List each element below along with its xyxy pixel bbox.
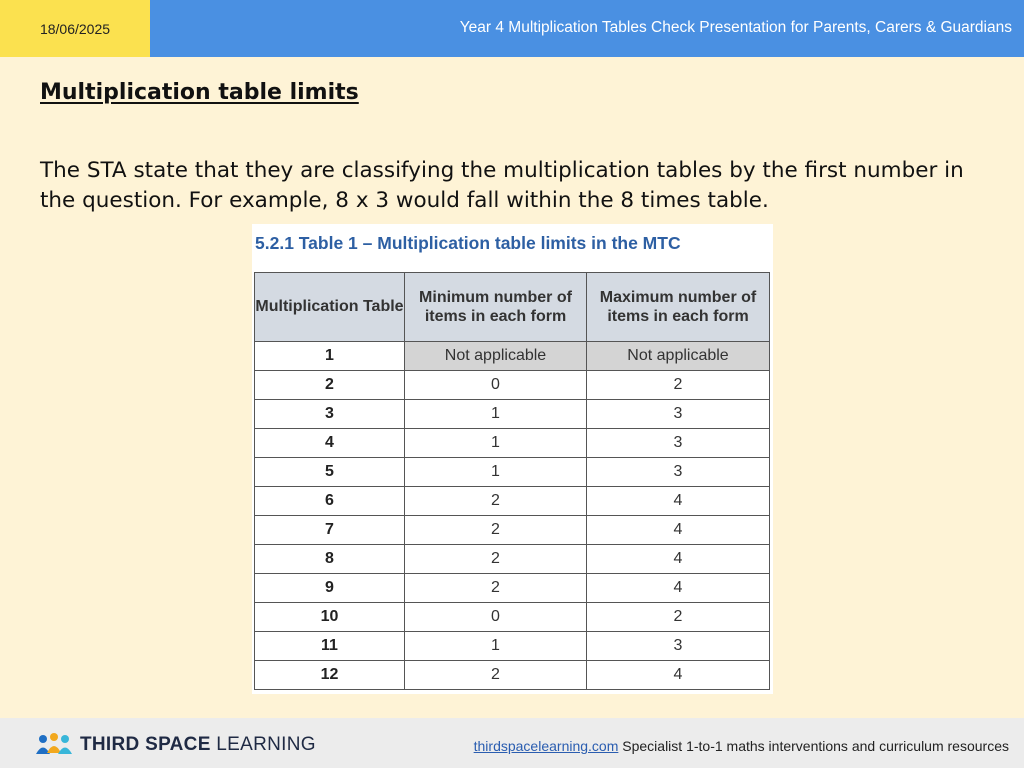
table-row [255, 342, 770, 371]
slide-heading: Multiplication table limits [40, 80, 359, 105]
table-cell-maximum: 4 [587, 574, 770, 603]
table-cell-maximum: 2 [587, 371, 770, 400]
table-cell-maximum: 3 [587, 632, 770, 661]
table-cell-minimum: 1 [405, 458, 587, 487]
table-cell-minimum: 1 [405, 400, 587, 429]
header-multiplication-table: Multiplication Table [255, 273, 405, 342]
table-cell-maximum: 4 [587, 545, 770, 574]
table-cell-maximum: 4 [587, 661, 770, 690]
third-space-learning-logo [34, 732, 316, 758]
table-row [255, 458, 770, 487]
people-logo-icon [34, 732, 74, 758]
table-cell-minimum: 2 [405, 574, 587, 603]
table-cell-table: 1 [255, 342, 405, 371]
table-row [255, 371, 770, 400]
table-row [255, 400, 770, 429]
slide-body-text: The STA state that they are classifying the multiplication tables by the first number in the question. For example, 8 x 3 would fall within the 8 times table. [40, 158, 964, 213]
table-cell-table: 12 [255, 661, 405, 690]
table-header-row [255, 273, 770, 342]
header-bar [0, 0, 1024, 57]
table-row [255, 487, 770, 516]
table-row [255, 545, 770, 574]
header-maximum-items: Maximum number of items in each form [587, 273, 770, 342]
header-minimum-items: Minimum number of items in each form [405, 273, 587, 342]
table-body [255, 342, 770, 690]
logo-text-bold: THIRD SPACE [80, 734, 211, 755]
table-cell-table: 11 [255, 632, 405, 661]
table-cell-table: 6 [255, 487, 405, 516]
table-row [255, 603, 770, 632]
footer-text [474, 738, 1009, 754]
table-cell-minimum: 2 [405, 661, 587, 690]
table-cell-minimum: Not applicable [405, 342, 587, 371]
table-cell-table: 3 [255, 400, 405, 429]
footer-tagline: Specialist 1-to-1 maths interventions and curriculum resources [622, 738, 1009, 754]
table-cell-table: 7 [255, 516, 405, 545]
limits-table [254, 272, 770, 690]
table-cell-maximum: 4 [587, 516, 770, 545]
table-cell-minimum: 2 [405, 487, 587, 516]
table-cell-minimum: 0 [405, 371, 587, 400]
header-date: 18/06/2025 [0, 0, 150, 57]
logo-text-light: LEARNING [216, 734, 316, 755]
table-cell-table: 4 [255, 429, 405, 458]
footer-bar [0, 718, 1024, 768]
table-row [255, 574, 770, 603]
table-cell-maximum: 3 [587, 429, 770, 458]
table-row [255, 516, 770, 545]
table-cell-maximum: 3 [587, 400, 770, 429]
table-cell-minimum: 1 [405, 632, 587, 661]
table-cell-maximum: 3 [587, 458, 770, 487]
table-cell-table: 10 [255, 603, 405, 632]
table-cell-table: 5 [255, 458, 405, 487]
table-cell-table: 2 [255, 371, 405, 400]
table-row [255, 661, 770, 690]
table-cell-minimum: 2 [405, 516, 587, 545]
logo-text [80, 734, 316, 756]
table-cell-table: 9 [255, 574, 405, 603]
table-image [252, 224, 773, 694]
table-row [255, 429, 770, 458]
table-row [255, 632, 770, 661]
presentation-title: Year 4 Multiplication Tables Check Presentation for Parents, Carers & Guardians [459, 19, 1012, 36]
table-cell-minimum: 0 [405, 603, 587, 632]
table-cell-minimum: 2 [405, 545, 587, 574]
table-cell-table: 8 [255, 545, 405, 574]
table-title: 5.2.1 Table 1 – Multiplication table limits in the MTC [255, 233, 681, 253]
table-cell-maximum: 2 [587, 603, 770, 632]
table-cell-maximum: 4 [587, 487, 770, 516]
table-cell-maximum: Not applicable [587, 342, 770, 371]
table-cell-minimum: 1 [405, 429, 587, 458]
website-link[interactable]: thirdspacelearning.com [473, 738, 619, 754]
